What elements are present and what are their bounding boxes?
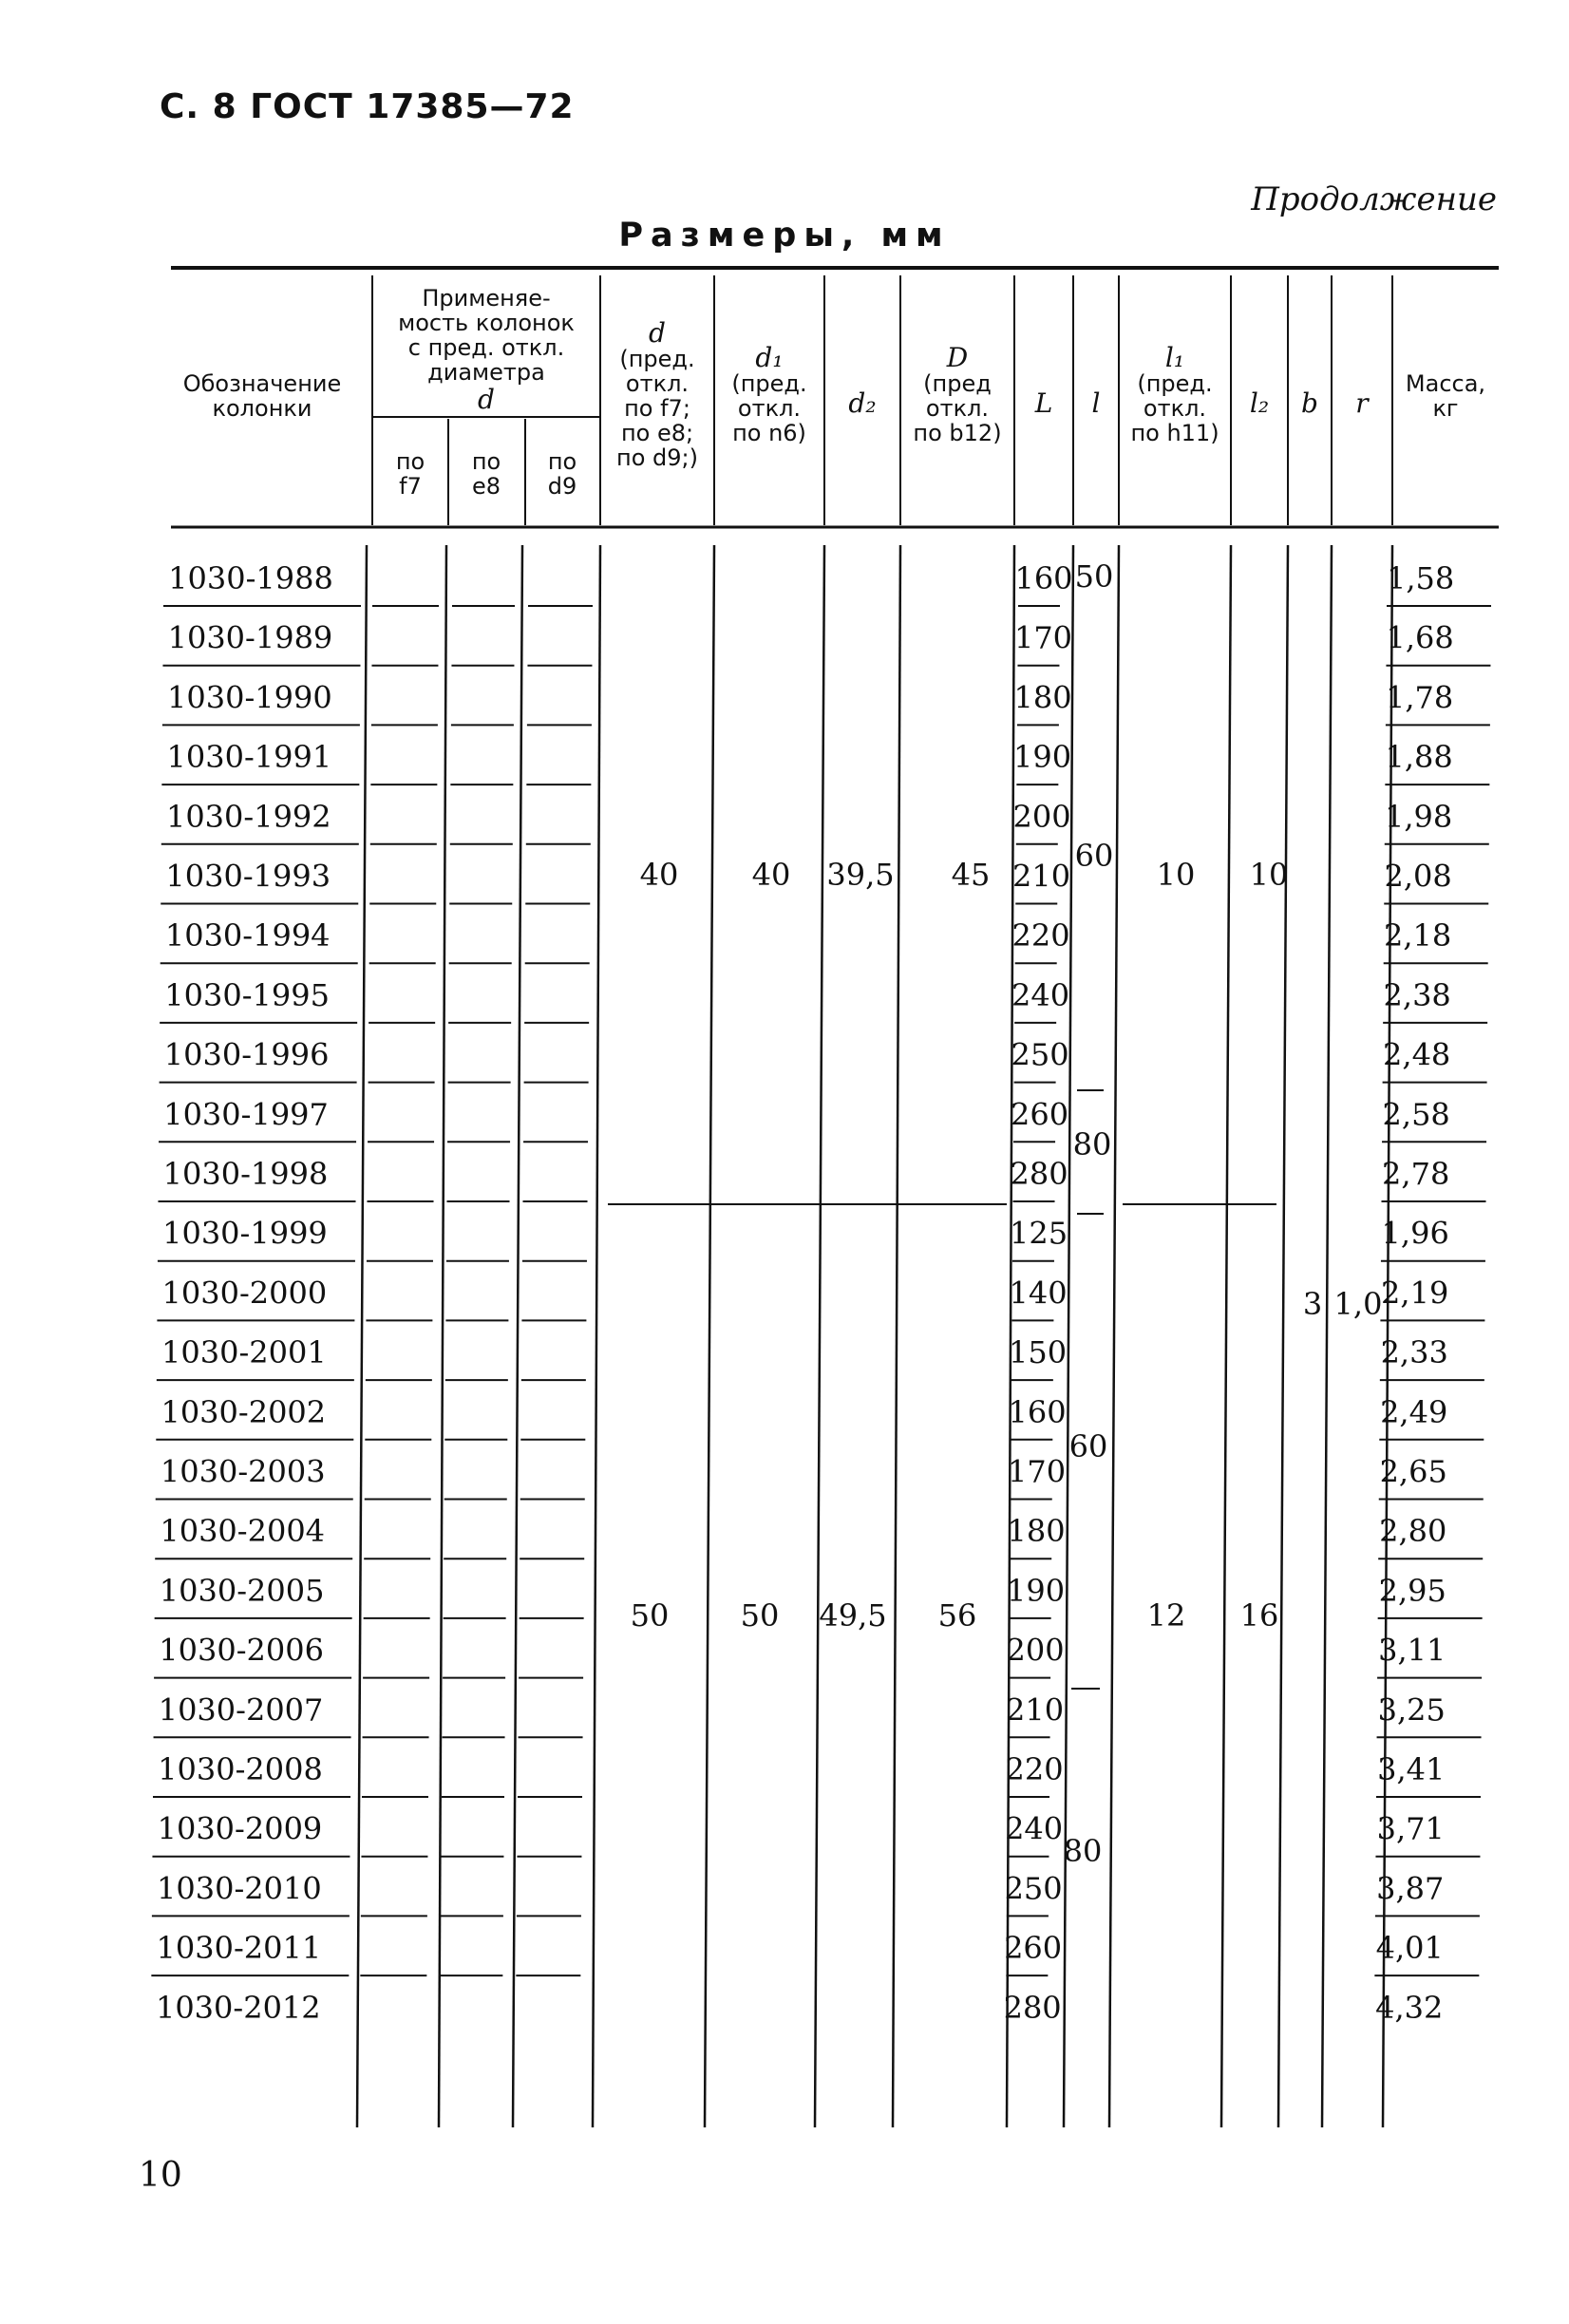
col-header-applicability-3: с пред. откл. (407, 334, 565, 361)
row-L: 170 (1013, 619, 1073, 656)
row-designation: 1030-1993 (165, 858, 331, 895)
row-mass: 4,32 (1375, 1989, 1444, 2026)
row-designation: 1030-1990 (167, 679, 332, 716)
row-designation: 1030-1999 (162, 1215, 328, 1252)
group2-l2: 16 (1239, 1597, 1279, 1634)
col-header-d1-3: откл. (737, 395, 802, 422)
row-designation: 1030-2012 (155, 1989, 321, 2026)
l-value-1988: 50 (1074, 558, 1114, 595)
col-header-D-1: D (946, 342, 969, 373)
l-value-1989-1996: 60 (1074, 838, 1114, 874)
group2-d1: 50 (740, 1597, 780, 1634)
col-header-applicability-4: диаметра (427, 359, 545, 386)
group1-d1: 40 (751, 857, 791, 893)
row-designation: 1030-2002 (161, 1393, 327, 1430)
row-mass: 2,08 (1384, 858, 1452, 895)
col-header-d1-4: по n6) (732, 420, 806, 446)
l-value-1999-2006: 60 (1068, 1428, 1108, 1464)
row-designation: 1030-2007 (158, 1691, 324, 1729)
row-designation: 1030-2003 (160, 1453, 326, 1490)
col-header-d-2: (пред. (619, 346, 695, 372)
row-L: 240 (1005, 1810, 1064, 1847)
row-designation: 1030-1991 (166, 739, 332, 776)
col-header-l1-2: (пред. (1137, 370, 1213, 397)
row-mass: 2,95 (1378, 1572, 1446, 1609)
col-header-l1-4: по h11) (1130, 420, 1219, 446)
group1-l1: 10 (1156, 857, 1196, 893)
group1-d2: 39,5 (826, 857, 895, 893)
row-designation: 1030-1996 (163, 1036, 330, 1073)
col-header-b: b (1301, 387, 1318, 419)
col-header-L: L (1034, 387, 1053, 419)
row-designation: 1030-1994 (164, 917, 331, 954)
row-designation: 1030-2000 (161, 1275, 328, 1312)
page-number: 10 (139, 2156, 182, 2195)
row-mass: 2,19 (1381, 1275, 1449, 1312)
row-mass: 1,88 (1385, 739, 1453, 776)
row-mass: 3,41 (1377, 1751, 1446, 1787)
row-mass: 2,65 (1379, 1453, 1447, 1490)
row-L: 160 (1008, 1393, 1067, 1430)
row-designation: 1030-2009 (157, 1810, 323, 1847)
row-designation: 1030-1995 (164, 976, 330, 1013)
shared-r: 1,0 (1333, 1286, 1383, 1322)
col-header-d1-1: d₁ (755, 342, 784, 373)
row-designation: 1030-2011 (156, 1930, 322, 1967)
col-header-d9-1: по (547, 448, 577, 475)
row-L: 260 (1004, 1930, 1063, 1967)
row-designation: 1030-2001 (161, 1334, 327, 1371)
row-mass: 1,78 (1386, 679, 1454, 716)
col-header-applicability-1: Применяе- (422, 285, 551, 312)
row-mass: 2,33 (1380, 1334, 1448, 1371)
col-header-d-4: по f7; (624, 395, 690, 422)
group2-D: 56 (937, 1597, 977, 1634)
row-mass: 3,25 (1377, 1691, 1446, 1729)
row-designation: 1030-1998 (162, 1156, 329, 1192)
col-header-l: l (1091, 387, 1101, 419)
row-L: 250 (1004, 1870, 1063, 1907)
col-header-d9-2: d9 (547, 473, 577, 500)
row-L: 220 (1005, 1751, 1064, 1787)
l-value-2007-2012: 80 (1063, 1833, 1103, 1869)
group2-d2: 49,5 (819, 1597, 887, 1634)
col-header-d2: d₂ (848, 387, 877, 419)
col-header-f7-1: по (395, 448, 425, 475)
row-designation: 1030-1992 (165, 798, 331, 835)
row-mass: 3,11 (1378, 1632, 1446, 1669)
row-L: 180 (1007, 1513, 1066, 1550)
row-L: 150 (1009, 1334, 1068, 1371)
col-header-designation-2: колонки (212, 395, 312, 422)
group2-l1: 12 (1146, 1597, 1186, 1634)
row-designation: 1030-2008 (158, 1751, 323, 1787)
row-mass: 2,80 (1379, 1513, 1447, 1550)
row-designation: 1030-2005 (159, 1572, 325, 1609)
col-header-d-1: d (649, 317, 666, 349)
row-mass: 1,98 (1385, 798, 1453, 835)
row-L: 280 (1010, 1156, 1068, 1192)
table-caption: Размеры, мм (618, 217, 951, 255)
col-header-e8-1: по (471, 448, 501, 475)
row-mass: 2,48 (1383, 1036, 1451, 1073)
row-L: 190 (1007, 1572, 1066, 1609)
col-header-D-4: по b12) (913, 420, 1002, 446)
row-designation: 1030-2004 (160, 1513, 326, 1550)
row-mass: 4,01 (1375, 1930, 1444, 1967)
row-designation: 1030-2006 (159, 1632, 324, 1669)
col-header-d-3: откл. (625, 370, 690, 397)
row-mass: 1,68 (1386, 619, 1454, 656)
col-header-r: r (1355, 387, 1369, 419)
row-mass: 2,38 (1383, 976, 1451, 1013)
row-mass: 2,58 (1382, 1096, 1450, 1133)
row-L: 125 (1010, 1215, 1068, 1252)
col-header-d-6: по d9;) (616, 444, 698, 471)
group1-l2: 10 (1249, 857, 1289, 893)
col-header-D-3: откл. (925, 395, 990, 422)
row-L: 210 (1006, 1691, 1065, 1729)
row-designation: 1030-2010 (157, 1870, 322, 1907)
group1-d: 40 (639, 857, 679, 893)
row-designation: 1030-1988 (168, 560, 333, 596)
col-header-mass-2: кг (1432, 395, 1459, 422)
col-header-l1-3: откл. (1143, 395, 1207, 422)
row-L: 190 (1012, 739, 1072, 776)
continuation-label: Продолжение (1251, 180, 1497, 218)
group1-D: 45 (951, 857, 991, 893)
row-L: 180 (1013, 679, 1072, 716)
row-mass: 2,78 (1382, 1156, 1450, 1192)
col-header-D-2: (пред (923, 370, 992, 397)
row-L: 220 (1011, 917, 1070, 954)
col-header-l2: l₂ (1249, 387, 1270, 419)
row-mass: 3,71 (1376, 1810, 1445, 1847)
col-header-mass-1: Масса, (1405, 370, 1486, 397)
col-header-d1-2: (пред. (731, 370, 807, 397)
row-L: 170 (1008, 1453, 1067, 1490)
row-mass: 2,18 (1384, 917, 1452, 954)
row-L: 280 (1003, 1989, 1062, 2026)
row-L: 210 (1011, 858, 1071, 895)
col-header-e8-2: e8 (471, 473, 501, 500)
row-designation: 1030-1989 (167, 619, 333, 656)
col-header-applicability-5: d (478, 384, 495, 415)
row-mass: 1,58 (1387, 560, 1455, 596)
col-header-l1-1: l₁ (1164, 342, 1185, 373)
row-L: 140 (1009, 1275, 1068, 1312)
row-L: 200 (1012, 798, 1071, 835)
group2-d: 50 (630, 1597, 670, 1634)
shared-b: 3 (1302, 1286, 1323, 1322)
page-reference: С. 8 ГОСТ 17385—72 (160, 87, 575, 126)
col-header-designation-1: Обозначение (182, 370, 342, 397)
row-mass: 2,49 (1380, 1393, 1448, 1430)
row-mass: 3,87 (1376, 1870, 1445, 1907)
col-header-applicability-2: мость колонок (398, 310, 575, 336)
col-header-f7-2: f7 (399, 473, 422, 500)
col-header-d-5: по e8; (620, 420, 694, 446)
l-value-1997-1998: 80 (1072, 1126, 1112, 1162)
row-L: 240 (1011, 976, 1070, 1013)
row-L: 260 (1011, 1096, 1069, 1133)
row-designation: 1030-1997 (163, 1096, 329, 1133)
row-L: 200 (1006, 1632, 1065, 1669)
row-L: 250 (1011, 1036, 1069, 1073)
row-L: 160 (1014, 560, 1073, 596)
row-mass: 1,96 (1381, 1215, 1449, 1252)
